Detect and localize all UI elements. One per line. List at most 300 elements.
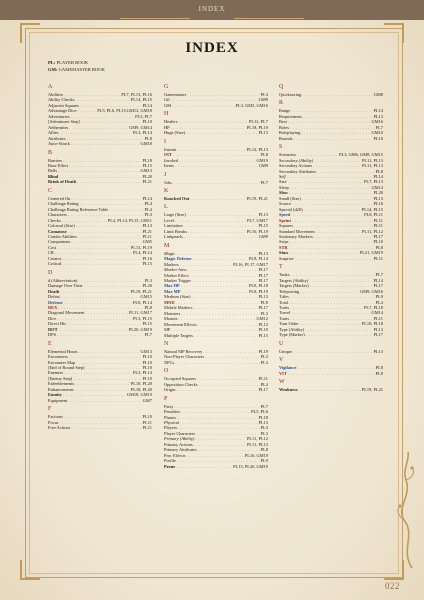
dot-leader — [186, 130, 257, 135]
entry-pages: GM9 — [258, 97, 268, 103]
dot-leader — [71, 141, 140, 146]
vine-ornament-icon — [394, 450, 418, 570]
legend-text: GAMEMASTER BOOK — [58, 66, 105, 72]
entry-pages: GM16 — [371, 119, 383, 125]
entry-term: [Enemy Step] — [48, 375, 73, 381]
entry-pages: PL11 — [373, 223, 383, 229]
dot-leader — [77, 179, 141, 184]
legend-item — [48, 60, 105, 67]
index-section — [279, 264, 383, 337]
entry-term: Enmity — [48, 392, 62, 398]
entry-term: MP — [164, 327, 171, 333]
entry-term: Marker Trigger — [164, 277, 191, 283]
entry-term: Non-Player Characters — [164, 354, 205, 360]
entry-term: Dice — [48, 315, 57, 321]
entry-term: Markers — [164, 261, 179, 267]
entry-pages: PL18, PL19 — [246, 124, 268, 130]
section-letter: C — [48, 187, 53, 194]
entry-pages: PL7, PL18 — [363, 304, 383, 310]
entry-term: Elemental Hours — [48, 348, 78, 354]
index-entry — [164, 234, 268, 239]
section-letter: E — [48, 340, 52, 347]
entry-term: Slow — [279, 190, 289, 196]
entry-term: Phases — [164, 414, 176, 420]
entry-pages: PL17 — [373, 233, 383, 239]
entry-term: Death — [48, 288, 60, 294]
index-entry — [164, 360, 268, 365]
entry-term: Secondary Attributes — [279, 168, 316, 174]
index-section — [279, 100, 383, 141]
entry-term: Multiple Targets — [164, 332, 193, 338]
index-entry — [164, 387, 268, 392]
entry-pages: PL19, PL21 — [361, 387, 383, 393]
index-section — [279, 144, 383, 261]
entry-pages: PL7 — [375, 272, 383, 278]
entry-term: Natural MP Recovery — [164, 348, 203, 354]
entry-pages: PL13 — [373, 113, 383, 119]
dot-leader — [190, 196, 246, 201]
dot-leader — [62, 261, 141, 266]
entry-pages: PL10 — [142, 359, 152, 365]
entry-pages: PL4 — [144, 206, 152, 212]
entry-term: DPS — [48, 332, 57, 338]
index-section — [164, 243, 268, 338]
entry-term: Diagonal Movement — [48, 310, 85, 316]
entry-pages: PL8 — [260, 152, 268, 158]
entry-term: Stun — [279, 250, 288, 256]
section-letter: Q — [279, 84, 284, 90]
entry-term: Teleporting — [279, 288, 300, 294]
entry-term: Primary Actions — [164, 441, 193, 447]
entry-pages: PL18, PL20 — [130, 386, 152, 392]
entry-pages: PL17 — [373, 283, 383, 289]
entry-pages: PL11, GM17 — [128, 310, 152, 316]
entry-pages: PL17 — [258, 267, 268, 273]
entry-term: Knocked Out — [164, 195, 190, 201]
entry-term: Small (Size) — [279, 195, 301, 201]
entry-term: Cost — [48, 244, 57, 250]
entry-pages: PL21, GM19 — [359, 250, 383, 256]
entry-pages: PL3, GM6, GM8, GM15 — [339, 152, 383, 158]
entry-pages: PL9 — [260, 458, 268, 464]
index-entry — [48, 179, 152, 184]
entry-pages: PL3 — [260, 310, 268, 316]
entry-term: Jobs — [164, 179, 172, 185]
entry-term: [Adventurer Step] — [48, 119, 80, 125]
entry-pages: PL4 — [375, 299, 383, 305]
index-entry — [48, 141, 152, 146]
entry-term: Gil — [164, 97, 170, 103]
entry-pages: PL13 — [142, 223, 152, 229]
entry-pages: GM13 — [140, 348, 152, 354]
entry-pages: PL13 — [258, 294, 268, 300]
entry-term: Travel — [279, 310, 291, 316]
entry-term: Ability Checks — [48, 97, 75, 103]
entry-pages: PL13 — [258, 420, 268, 426]
entry-term: Secondary Actions — [279, 163, 313, 169]
dot-leader — [184, 234, 258, 239]
entry-term: Targets (Marker) — [279, 283, 309, 289]
entry-pages: PL8, PL19 — [248, 288, 268, 294]
index-entry — [279, 136, 383, 141]
entry-pages: PL11, PL12 — [361, 228, 383, 234]
entry-pages: GM18, GM19 — [126, 392, 152, 398]
entry-pages: PL5, PL6, PL15,GM12, GM18 — [97, 108, 152, 114]
entry-pages: PL3 — [260, 425, 268, 431]
entry-term: Magic — [164, 250, 176, 256]
section-letter: I — [164, 138, 166, 145]
legend-item — [48, 67, 105, 74]
entry-pages: PL11, PL13 — [246, 441, 268, 447]
index-entry — [279, 387, 383, 392]
entry-term: Mobile Markers — [164, 305, 193, 311]
entry-pages: PL7, PL13 — [363, 179, 383, 185]
entry-term: Characters — [48, 212, 67, 218]
dot-leader — [299, 387, 361, 392]
entry-pages: GM14 — [371, 310, 383, 316]
entry-pages: PL12, PL7 — [248, 119, 268, 125]
entry-term: Adventurers — [48, 113, 70, 119]
entry-pages: PL14, PL15 — [130, 97, 152, 103]
entry-pages: PL11 — [258, 376, 268, 382]
entry-term: Occupied Squares — [164, 376, 196, 382]
entry-pages: PL17 — [258, 277, 268, 283]
entry-term: Unique — [279, 348, 292, 354]
entry-pages: PL3, PL14 — [132, 370, 152, 376]
entry-pages: PL10 — [142, 119, 152, 125]
entry-term: Opposition Checks — [164, 381, 198, 387]
entry-term: Type (Ability) — [279, 326, 305, 332]
entry-term: Turn Order — [279, 321, 299, 327]
entry-term: Medium (Size) — [164, 294, 191, 300]
entry-pages: GM12 — [256, 316, 268, 322]
entry-pages: PL18 — [142, 157, 152, 163]
entry-pages: GM8 — [373, 92, 383, 97]
entry-pages: PL4 — [144, 201, 152, 207]
entry-pages: PL13 — [373, 348, 383, 354]
entry-term: Surprise — [279, 255, 294, 261]
section-letter: R — [279, 100, 284, 107]
entry-term: Tanks — [279, 272, 290, 278]
entry-term: Standard Movement — [279, 228, 315, 234]
entry-term: Defeat — [48, 294, 60, 300]
entry-term: DEX — [48, 304, 58, 310]
index-entry — [48, 398, 152, 403]
entry-term: Free Actions — [48, 425, 71, 431]
entry-term: Targets (Ability) — [279, 277, 309, 283]
entry-pages: PL7 — [260, 403, 268, 409]
entry-pages: GM9, GM16 — [360, 288, 383, 294]
entry-pages: PL17 — [258, 305, 268, 311]
entry-term: Encounter Map — [48, 359, 76, 365]
entry-term: Size — [279, 179, 287, 185]
entry-term: Proc Effects — [164, 452, 186, 458]
entry-term: Attributes — [48, 135, 66, 141]
entry-term: Max HP — [164, 283, 180, 289]
entry-pages: PL8 — [260, 447, 268, 453]
entry-pages: PL21 — [142, 179, 152, 185]
entry-pages: PL16, PL19 — [246, 228, 268, 234]
entry-term: Advantage Dice — [48, 108, 77, 114]
entry-pages: PL15 — [142, 321, 152, 327]
entry-term: Source — [279, 201, 292, 207]
entry-pages: PL10 — [373, 135, 383, 141]
entry-pages: PL16, PL17, GM17 — [233, 261, 268, 267]
section-letter: A — [48, 84, 53, 90]
entry-pages: PL10 — [142, 414, 152, 420]
entry-pages: GM5 — [142, 239, 152, 245]
entry-term: Bells — [48, 168, 58, 174]
index-column-3 — [279, 84, 383, 395]
entry-term: Requirement — [279, 113, 302, 119]
entry-pages: PL3 — [260, 430, 268, 436]
entry-pages: PL8 — [260, 299, 268, 305]
index-entry — [279, 332, 383, 337]
dot-leader — [302, 92, 373, 97]
section-letter: L — [164, 204, 168, 211]
entry-pages: PL11 — [142, 419, 152, 425]
header-label: INDEX — [198, 5, 226, 13]
section-letter: S — [279, 144, 283, 151]
section-letter: F — [48, 406, 52, 413]
index-entry — [164, 333, 268, 338]
index-entry — [164, 180, 268, 185]
section-letter: T — [279, 264, 283, 271]
entry-pages: PL7 — [144, 332, 152, 338]
entry-pages: PL4, PL14 — [132, 250, 152, 256]
section-letter: J — [164, 171, 167, 178]
entry-pages: PL3, GM3, GM16 — [235, 102, 268, 108]
entry-pages: PL7, GM17 — [247, 217, 268, 223]
entry-term: Secondary (Ability) — [279, 157, 314, 163]
index-section — [48, 270, 152, 338]
entry-term: Companions — [48, 239, 71, 245]
index-section — [164, 172, 268, 185]
entry-term: Huge (Size) — [164, 130, 186, 136]
entry-pages: PL10 — [142, 354, 152, 360]
index-section — [279, 341, 383, 354]
entry-pages: PL11 — [142, 425, 152, 431]
entry-pages: PL8 — [144, 135, 152, 141]
entry-pages: PL17 — [373, 332, 383, 338]
section-letter: U — [279, 340, 284, 347]
entry-term: Mounts — [164, 316, 178, 322]
index-column-1 — [48, 84, 152, 434]
entry-term: Origin — [164, 387, 176, 393]
entry-term: Turns — [279, 315, 290, 321]
entry-term: Invoked — [164, 157, 178, 163]
entry-pages: PL11, PL13 — [361, 163, 383, 169]
entry-term: Focus — [48, 419, 59, 425]
entry-term: Healers — [164, 119, 178, 125]
dot-leader — [172, 103, 234, 108]
entry-pages: PL4, PL14, PL15, GM11 — [107, 217, 152, 223]
dot-leader — [293, 136, 372, 141]
entry-pages: PL14 — [373, 277, 383, 283]
entry-term: Movement Effects — [164, 321, 197, 327]
entry-pages: PL5, PL6 — [251, 409, 268, 415]
entry-term: Level — [164, 217, 174, 223]
entry-term: Titles — [279, 294, 289, 300]
entry-pages: PL7 — [375, 124, 383, 130]
entry-pages: PL3 — [260, 354, 268, 360]
page-title: INDEX — [185, 40, 239, 56]
entry-pages: PL19, PL21 — [130, 288, 152, 294]
entry-pages: PL16 — [142, 255, 152, 261]
index-entry — [279, 349, 383, 354]
entry-term: Scenarios — [279, 152, 297, 158]
entry-pages: PL8, PL14 — [248, 256, 268, 262]
index-entry — [164, 103, 268, 108]
header-bar — [0, 0, 424, 20]
entry-pages: PL3 — [260, 92, 268, 97]
entry-term: Monsters — [164, 310, 181, 316]
entry-term: Allies — [48, 130, 59, 136]
section-letter: W — [279, 379, 285, 386]
entry-term: Enfeeblements — [48, 381, 75, 387]
entry-pages: PL3, PL15 — [132, 315, 152, 321]
entry-term: Steps — [279, 239, 289, 245]
entry-pages: PL13 — [258, 130, 268, 136]
entry-pages: PL11, PL13 — [361, 157, 383, 163]
index-section — [164, 204, 268, 239]
entry-term: d (Abbreviation) — [48, 277, 78, 283]
entry-term: Barriers — [48, 157, 63, 163]
entry-term: NPCs — [164, 359, 175, 365]
entry-pages: PL15 — [142, 162, 152, 168]
section-letter: V — [279, 357, 284, 364]
entry-pages: PL13 — [373, 326, 383, 332]
entry-term: Rounds — [279, 135, 293, 141]
legend — [48, 60, 105, 73]
entry-term: Primary (Ability) — [164, 436, 195, 442]
entry-pages: PL13, PL20, GM19 — [233, 463, 268, 469]
index-section — [164, 84, 268, 108]
dot-leader — [57, 332, 144, 337]
entry-term: Direct Hit — [48, 321, 66, 327]
dot-leader — [306, 332, 373, 337]
entry-term: Rest — [279, 119, 287, 125]
section-letter: M — [164, 242, 170, 249]
index-section — [48, 150, 152, 185]
index-entry — [48, 261, 152, 266]
entry-pages: PL12, PL13 — [246, 146, 268, 152]
page-number: 022 — [385, 581, 400, 591]
dot-leader — [175, 163, 258, 168]
entry-term: Prone — [164, 463, 176, 469]
entry-term: INT — [164, 152, 172, 158]
entry-pages: PL19, PL21 — [246, 195, 268, 201]
entry-term: VIT — [279, 370, 287, 376]
entry-term: Linkpearls — [164, 234, 183, 240]
entry-pages: PL10 — [373, 239, 383, 245]
entry-pages: PL20, GM19 — [128, 326, 152, 332]
entry-term: Player Characters — [164, 430, 196, 436]
section-letter: N — [164, 340, 169, 347]
entry-term: [End of Round Step] — [48, 365, 85, 371]
dot-leader — [68, 398, 141, 403]
entry-pages: GM7 — [142, 397, 152, 403]
section-letter: B — [48, 149, 53, 156]
legend-abbr: GM: — [48, 66, 58, 72]
entry-term: Self — [279, 173, 286, 179]
entry-pages: PL20 — [142, 283, 152, 289]
section-letter: K — [164, 187, 169, 194]
entry-term: Base Effect — [48, 162, 69, 168]
frame-corner-ornament — [20, 560, 40, 580]
entry-term: Penalties — [164, 409, 180, 415]
entry-pages: PL7, PL13, PL16 — [121, 92, 152, 97]
index-section — [164, 341, 268, 365]
entry-term: Gamemaster — [164, 92, 187, 97]
header-rule-right — [234, 18, 304, 19]
entry-pages: PL3, PL7 — [135, 113, 152, 119]
entry-pages: PL11, PL12 — [246, 436, 268, 442]
entry-pages: PL20 — [373, 190, 383, 196]
dot-leader — [175, 360, 259, 365]
entry-term: Range — [279, 108, 291, 114]
index-entry — [279, 92, 383, 97]
entry-pages: GM9, GM14 — [129, 124, 152, 130]
entry-term: Comatose — [48, 228, 67, 234]
entry-pages: PL14, PL15 — [361, 206, 383, 212]
entry-pages: GM10 — [371, 130, 383, 136]
entry-term: Roles — [279, 124, 290, 130]
entry-pages: PL8, PL18 — [248, 283, 268, 289]
entry-pages: PL4 — [260, 381, 268, 387]
entry-pages: PL15 — [258, 332, 268, 338]
entry-term: Combo Abilities — [48, 233, 77, 239]
entry-pages: PL13 — [258, 212, 268, 218]
entry-pages: PL12 — [258, 321, 268, 327]
entry-pages: PL3 — [144, 277, 152, 283]
entry-term: Stationary Markers — [279, 233, 313, 239]
entry-term: Equipment — [48, 397, 68, 403]
entry-term: Type (Marker) — [279, 332, 305, 338]
entry-term: Physical — [164, 420, 180, 426]
entry-term: Large (Size) — [164, 212, 186, 218]
entry-pages: GM19 — [256, 157, 268, 163]
entry-term: Critical — [48, 261, 62, 267]
index-section — [164, 139, 268, 169]
entry-pages: PL17 — [258, 272, 268, 278]
index-section — [48, 406, 152, 430]
index-section — [48, 188, 152, 267]
entry-term: Blind — [48, 173, 59, 179]
entry-term: MND — [164, 299, 175, 305]
entry-pages: PL19 — [258, 327, 268, 333]
entry-term: Traits — [279, 304, 290, 310]
entry-term: Challenge Rating — [48, 201, 79, 207]
entry-term: Marker Area — [164, 267, 187, 273]
entry-pages: PL9 — [375, 294, 383, 300]
entry-pages: PL10, PL18 — [361, 321, 383, 327]
index-section — [279, 84, 383, 97]
entry-term: Primary Attributes — [164, 447, 197, 453]
dot-leader — [295, 256, 373, 261]
index-entry — [48, 425, 152, 430]
entry-term: Enemies — [48, 370, 64, 376]
index-section — [164, 188, 268, 201]
entry-pages: GM9 — [258, 234, 268, 240]
index-section — [164, 368, 268, 392]
entry-term: Sleep — [279, 184, 289, 190]
index-section — [48, 341, 152, 404]
entry-term: Creator — [48, 255, 62, 261]
entry-term: Profile — [164, 458, 176, 464]
entry-pages: GM15 — [140, 294, 152, 300]
entry-pages: PL3, PL14 — [132, 130, 152, 136]
